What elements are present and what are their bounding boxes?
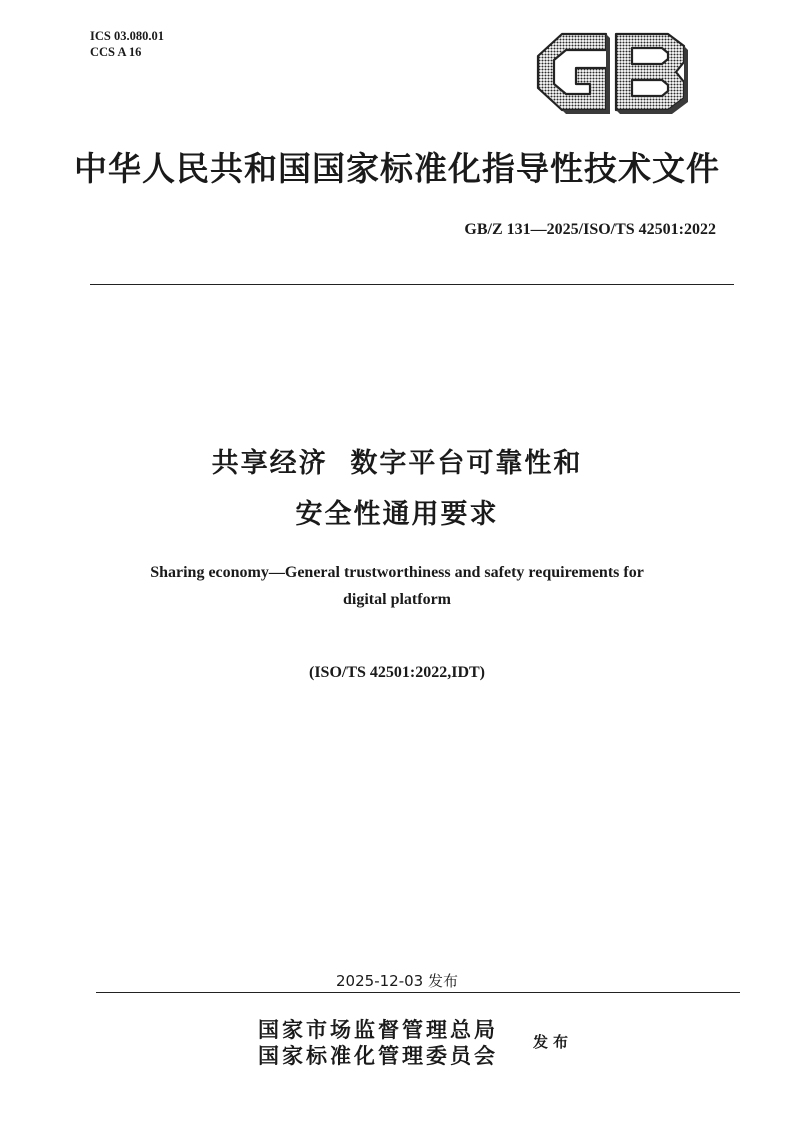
- main-title: 中华人民共和国国家标准化指导性技术文件: [74, 149, 720, 188]
- ccs-code: CCS A 16: [90, 45, 142, 59]
- standard-number: GB/Z 131—2025/ISO/TS 42501:2022: [464, 221, 716, 238]
- footer-divider: [96, 992, 740, 993]
- title-en-line2: digital platform: [343, 591, 451, 608]
- gb-logo-icon: [532, 26, 692, 118]
- header-divider: [90, 284, 734, 285]
- release-date: 2025-12-03 发布: [336, 972, 458, 990]
- issuing-bodies: [258, 1017, 498, 1069]
- classification-codes: [90, 28, 164, 60]
- title-en-line1: Sharing economy—General trustworthiness and safety requirements for: [150, 564, 644, 581]
- adoption-note: (ISO/TS 42501:2022,IDT): [308, 664, 486, 681]
- issuer-samr: 国家市场监督管理总局: [258, 1017, 498, 1042]
- title-zh-line1: 共享经济 数字平台可靠性和: [211, 448, 583, 479]
- issuer-sac: 国家标准化管理委员会: [258, 1043, 498, 1068]
- ics-code: ICS 03.080.01: [90, 29, 164, 43]
- issue-label: 发布: [533, 1033, 574, 1051]
- title-zh-line2: 安全性通用要求: [295, 499, 499, 530]
